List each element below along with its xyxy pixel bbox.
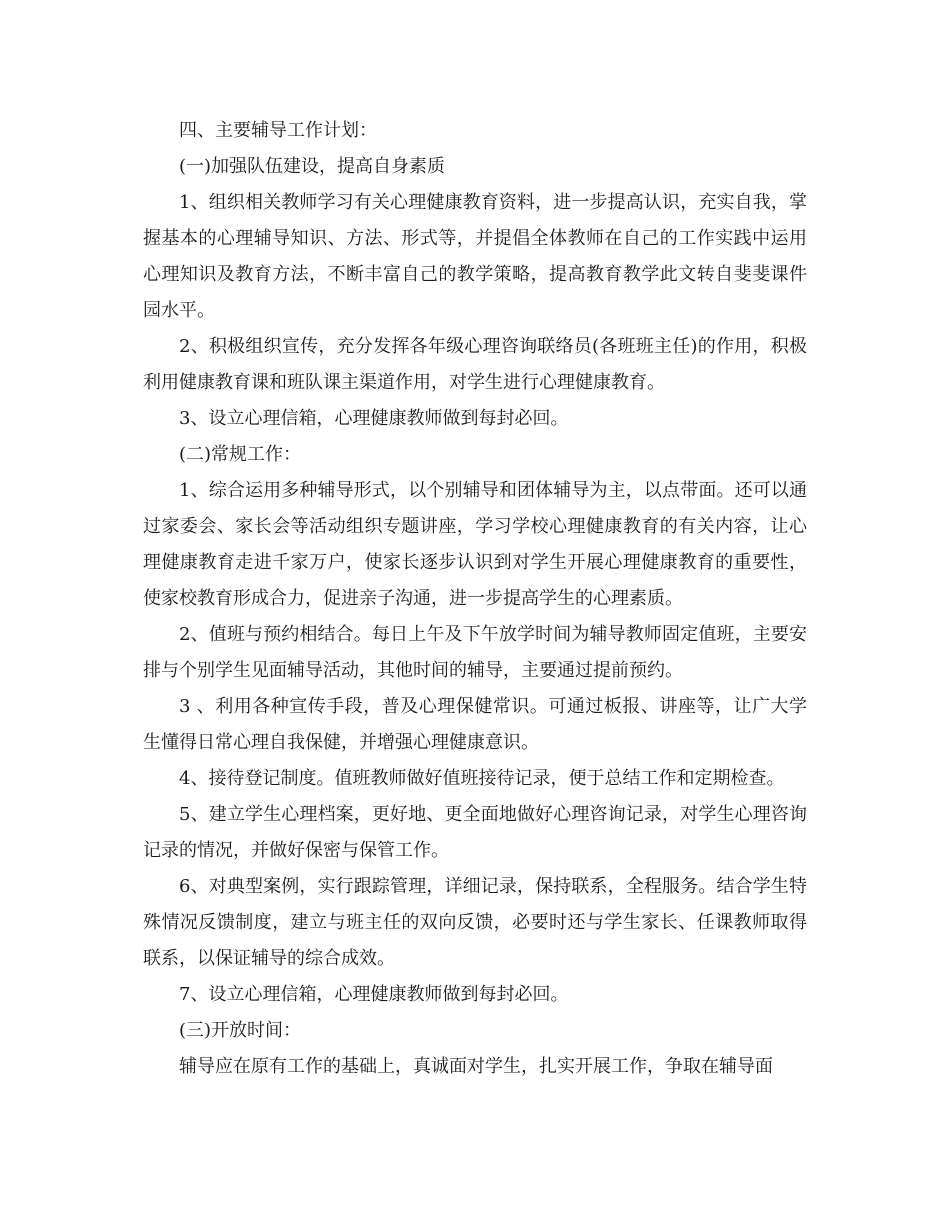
paragraph: 2、积极组织宣传，充分发挥各年级心理咨询联络员(各班班主任)的作用，积极利用健康教育课和班队课主渠道作用，对学生进行心理健康教育。 (143, 336, 807, 393)
paragraph: 1、综合运用多种辅导形式，以个别辅导和团体辅导为主，以点带面。还可以通过家委会、家长会等活动组织专题讲座，学习学校心理健康教育的有关内容，让心理健康教育走进千家万户，使家长逐步认识到对学生开展心理健康教育的重要性，使家校教育形成合力，促进亲子沟通，进一步提高学生的心理素质。 (143, 480, 807, 609)
paragraph: 7、设立心理信箱，心理健康教师做到每封必回。 (179, 984, 569, 1005)
paragraph: 辅导应在原有工作的基础上，真诚面对学生，扎实开展工作，争取在辅导面 (179, 1056, 773, 1077)
paragraph: 4、接待登记制度。值班教师做好值班接待记录，便于总结工作和定期检查。 (179, 768, 785, 789)
paragraph: 3、设立心理信箱，心理健康教师做到每封必回。 (179, 408, 569, 429)
subsection-heading: (二)常规工作： (179, 444, 302, 465)
paragraph: 3 、利用各种宣传手段，普及心理保健常识。可通过板报、讲座等，让广大学生懂得日常心理自我保健，并增强心理健康意识。 (143, 696, 807, 753)
paragraph: 1、组织相关教师学习有关心理健康教育资料，进一步提高认识，充实自我，掌握基本的心理辅导知识、方法、形式等，并提倡全体教师在自己的工作实践中运用心理知识及教育方法，不断丰富自己的教学策略，提高教育教学此文转自斐斐课件园水平。 (143, 192, 807, 321)
subsection-heading: (一)加强队伍建设，提高自身素质 (179, 156, 446, 177)
subsection-heading: (三)开放时间： (179, 1020, 302, 1041)
paragraph: 5、建立学生心理档案，更好地、更全面地做好心理咨询记录，对学生心理咨询记录的情况，并做好保密与保管工作。 (143, 804, 807, 861)
document-body (143, 113, 807, 1085)
paragraph: 2、值班与预约相结合。每日上午及下午放学时间为辅导教师固定值班，主要安排与个别学生见面辅导活动，其他时间的辅导，主要通过提前预约。 (143, 624, 807, 681)
paragraph: 6、对典型案例，实行跟踪管理，详细记录，保持联系，全程服务。结合学生特殊情况反馈制度，建立与班主任的双向反馈，必要时还与学生家长、任课教师取得联系，以保证辅导的综合成效。 (143, 876, 807, 969)
section-heading: 四、主要辅导工作计划： (179, 120, 377, 141)
